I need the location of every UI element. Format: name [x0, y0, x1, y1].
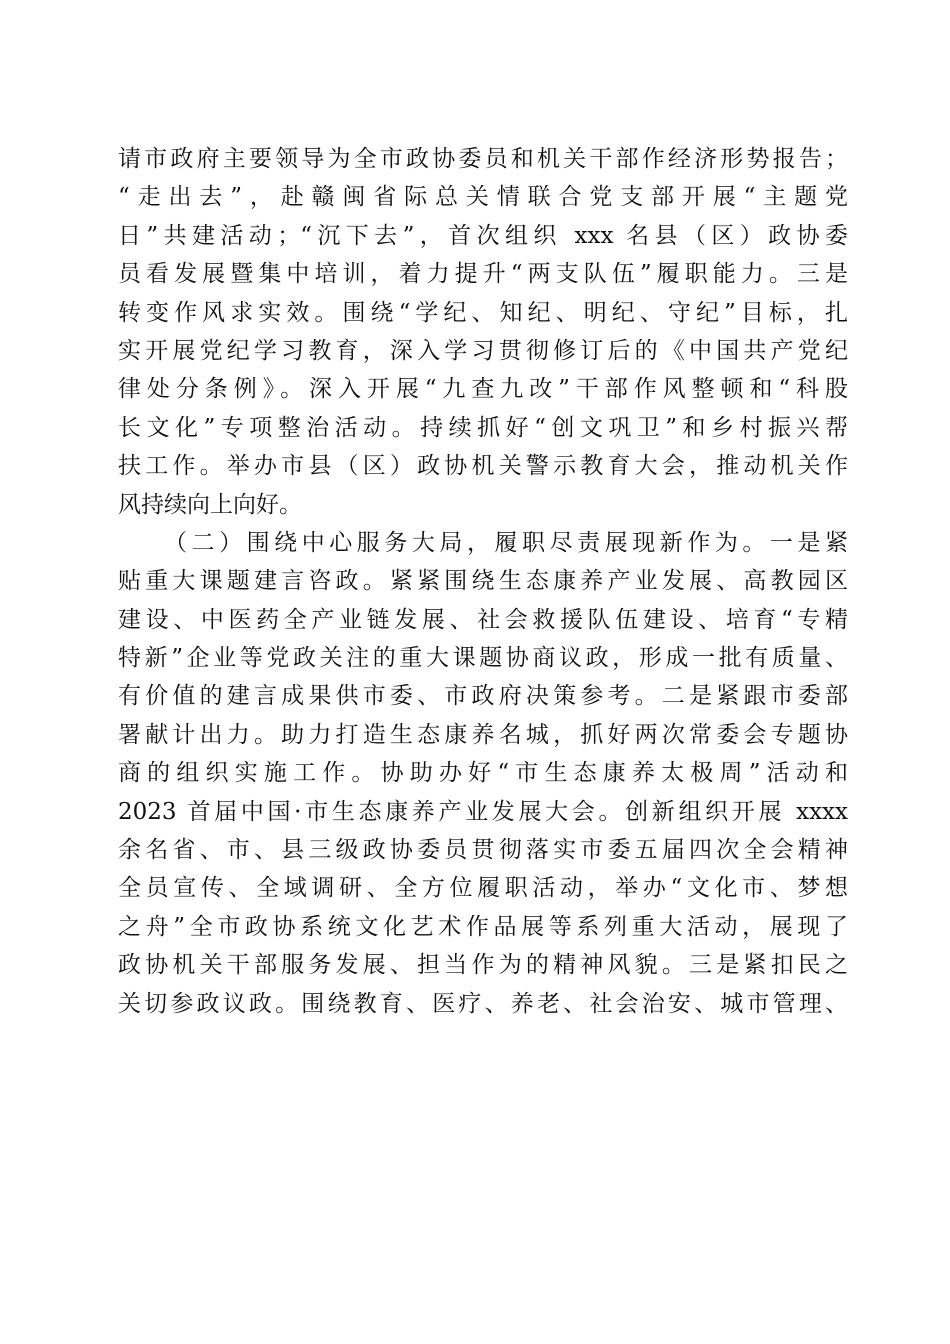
text-line: 余名省、市、县三级政协委员贯彻落实市委五届四次全会精神 [118, 837, 848, 864]
text-line: 关切参政议政。围绕教育、医疗、养老、社会治安、城市管理、 [118, 990, 848, 1017]
text-line: 特新”企业等党政关注的重大课题协商议政，形成一批有质量、 [118, 645, 848, 672]
text-line: “走出去”，赴赣闽省际总关情联合党支部开展“主题党 [118, 184, 848, 211]
body-text [118, 140, 848, 1023]
text-line: 贴重大课题建言咨政。紧紧围绕生态康养产业发展、高教园区 [118, 568, 848, 595]
section-heading-line: （二）围绕中心服务大局，履职尽责展现新作为。一是紧 [164, 529, 848, 556]
text-line: 请市政府主要领导为全市政协委员和机关干部作经济形势报告； [118, 146, 848, 172]
text-line: 之舟”全市政协系统文化艺术作品展等系列重大活动，展现了 [118, 913, 848, 940]
text-line: 实开展党纪学习教育，深入学习贯彻修订后的《中国共产党纪 [118, 337, 848, 364]
text-line: 全员宣传、全域调研、全方位履职活动，举办“文化市、梦想 [118, 875, 848, 902]
text-line: 员看发展暨集中培训，着力提升“两支队伍”履职能力。三是 [118, 261, 848, 288]
text-line: 转变作风求实效。围绕“学纪、知纪、明纪、守纪”目标，扎 [118, 299, 848, 326]
text-line: 扶工作。举办市县（区）政协机关警示教育大会，推动机关作 [118, 453, 848, 480]
text-line: 2023 首届中国·市生态康养产业发展大会。创新组织开展 xxxx [118, 798, 848, 825]
paragraph-end-line: 风持续向上向好。 [118, 491, 302, 518]
text-line: 律处分条例》。深入开展“九查九改”干部作风整顿和“科股 [118, 376, 848, 403]
text-line: 有价值的建言成果供市委、市政府决策参考。二是紧跟市委部 [118, 683, 848, 710]
text-line: 商的组织实施工作。协助办好“市生态康养太极周”活动和 [118, 760, 848, 787]
text-line: 署献计出力。助力打造生态康养名城，抓好两次常委会专题协 [118, 721, 848, 748]
text-line: 政协机关干部服务发展、担当作为的精神风貌。三是紧扣民之 [118, 952, 848, 979]
text-line: 日”共建活动；“沉下去”，首次组织 xxx 名县（区）政协委 [118, 222, 848, 249]
text-line: 建设、中医药全产业链发展、社会救援队伍建设、培育“专精 [118, 606, 848, 633]
text-line: 长文化”专项整治活动。持续抓好“创文巩卫”和乡村振兴帮 [118, 414, 848, 441]
